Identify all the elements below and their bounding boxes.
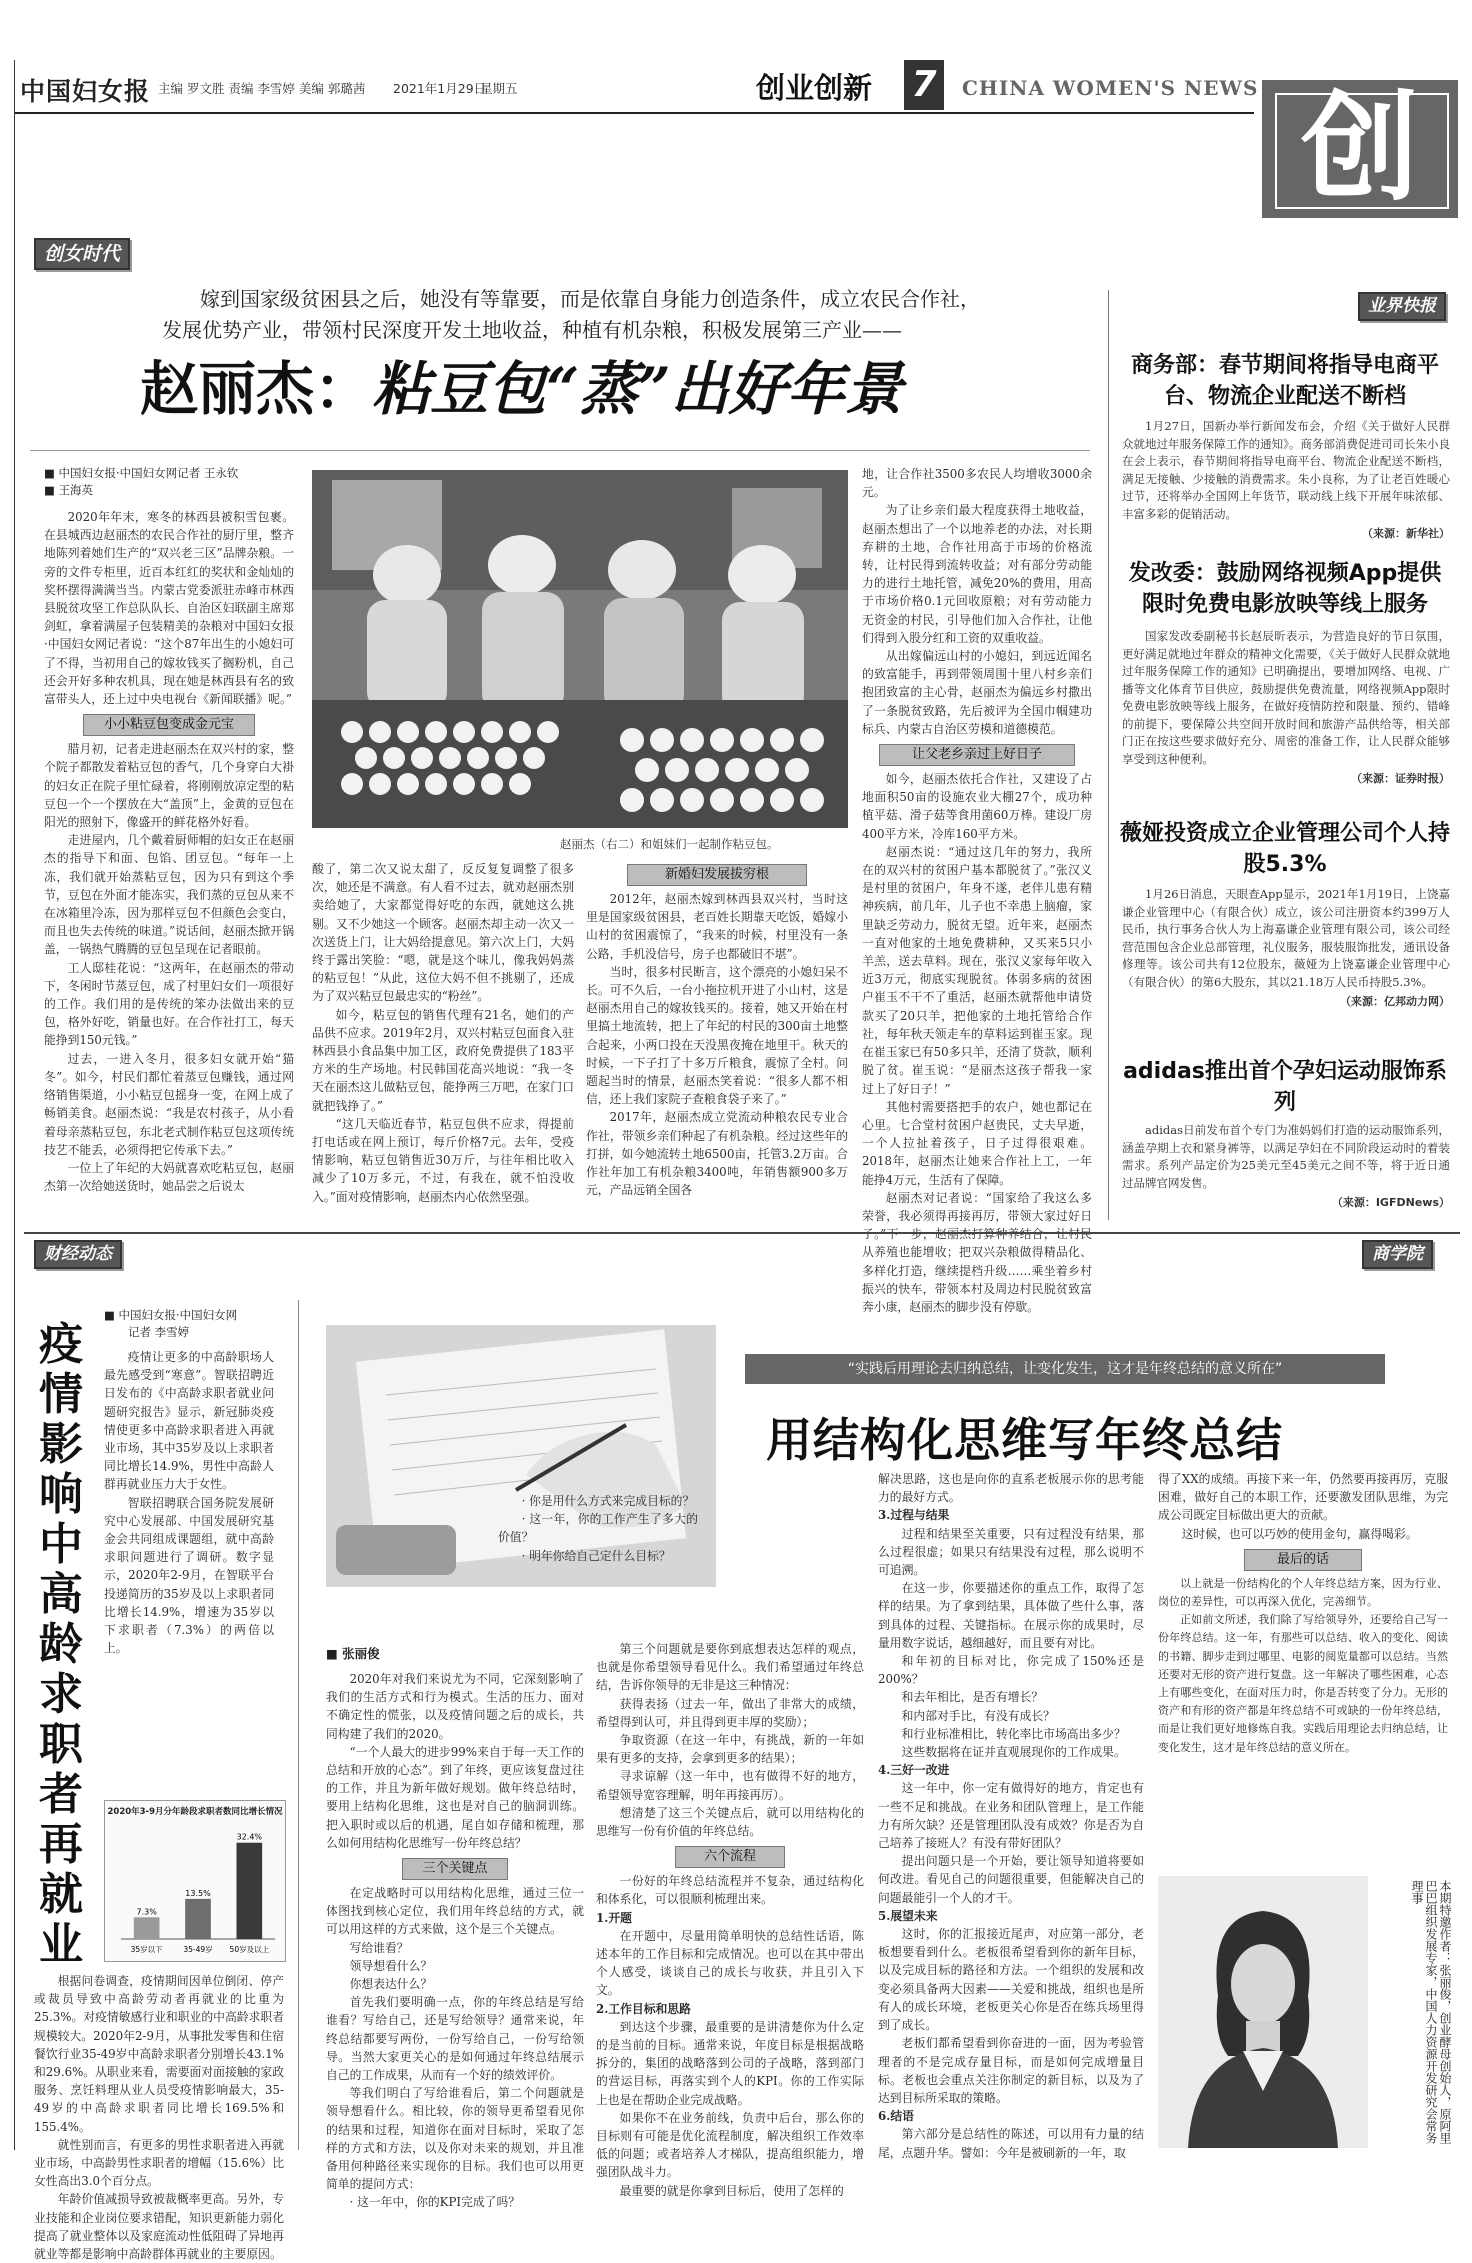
business-paragraph: 这一年中，你一定有做得好的地方，肯定也有一些不足和挑战。在业务和团队管理上，是工作能力有所欠缺？还是管理团队没有成效？你是否为自己培养了接班人？有没有带好团队？: [878, 1781, 1144, 1851]
story-paragraph: 如今，赵丽杰依托合作社，又建设了占地面积50亩的设施农业大棚27个，成功种植平菇、滑子菇等食用菌60万棒。建设厂房400平方米，冷库160平方米。: [862, 772, 1092, 841]
brief-text: 国家发改委副秘书长赵辰昕表示，为营造良好的节日氛围，更好满足就地过年群众的精神文化需要，《关于做好人民群众就地过年服务保障工作的通知》已明确提出，要增加网络、电视、广播等文化体育节目供应，鼓励提供免费流量，网络视频App限时免费电影放映等线上服务，在做好疫情防控和限量、预约、错峰的前提下，要保障公共空间开放时间和旅游产品供给等，相关部门正在按这些要求做好充分、周密的准备工作，让人民群众能够享受到这种便利。: [1122, 629, 1450, 766]
business-paragraph: 以上就是一份结构化的个人年终总结方案，因为行业、岗位的差异性，可以再深入优化，完善细节。: [1158, 1576, 1448, 1609]
story-paragraph: 当时，很多村民断言，这个漂亮的小媳妇呆不长。可不久后，一台小拖拉机开进了小山村，这是赵丽杰用自己的嫁妆钱买的。接着，她又开始在村里搞土地流转，把上了年纪的村民的300亩土地整合起来，小两口投在天没黑夜掩在地里干。秋天的时候，一下子打了十多万斤粮食，震惊了全村。问题起当时的情景，赵丽杰笑着说：“很多人都不相信，还上我们家院子查粮食袋子来了。”: [586, 964, 848, 1107]
sidebar-divider: [1108, 290, 1109, 1220]
business-quote: “实践后用理论去归纳总结，让变化发生，这才是年终总结的意义所在”: [745, 1354, 1385, 1384]
column-badge-chuangnv: 创女时代: [34, 238, 130, 270]
age-growth-chart: [104, 1800, 286, 1962]
story-paragraph: 赵丽杰说：“通过这几年的努力，我所在的双兴村的贫困户基本都脱贫了。”张汉义是村里的贫困户，年身不遂，老伴儿患有精神疾病，前几年，儿子也不幸患上脑瘤，家里缺乏劳动力，脱贫无望。近年来，赵丽杰一直对他家的土地免费耕种，又买来5只小羊羔，送去草料。现在，张汉义家每年收入近3万元，彻底实现脱贫。体弱多病的贫困户崔玉不干不了重活，赵丽杰就帮他申请贷款买了20只羊，把他家的土地托管给合作社，每年秋天领走车的草料运到崔玉家。现在崔玉家已有50多只羊，还清了贷款，顺利脱了贫。崔玉说：“是丽杰这孩子帮我一家过上了好日子！”: [862, 844, 1092, 1096]
author-portrait-illustration: [1158, 1876, 1368, 2148]
business-paragraph: 3.过程与结果: [878, 1508, 950, 1523]
issue-date: 2021年1月29日: [393, 81, 487, 96]
business-subhead-b: 三个关键点: [402, 1858, 507, 1880]
finance-paragraph: 智联招聘联合国务院发展研究中心发展部、中国发展研究基金会共同组成课题组，就中高龄求职问题进行了调研。数字显示，2020年2-9月，在智联平台投递简历的35岁及以上求职者同比增长14.9%，增速为35岁以下求职者（7.3%）的两倍以上。: [104, 1495, 274, 1656]
business-paragraph: 和内部对手比，有没有成长？: [901, 1708, 1055, 1723]
author-note: 本期特邀作者：张丽俊，创业酵母创始人，原阿里巴巴组织发展专家，中国人力资源开发研究会常务理事: [1410, 1880, 1452, 2144]
story-column-2: [312, 860, 574, 1210]
story-paragraph: 腊月初，记者走进赵丽杰在双兴村的家，整个院子都散发着粘豆包的香气，几个身穿白大褂的妇女正在院子里忙碌着，将刚刚放凉定型的粘豆包一个一个摆放在大“盖顶”上，金黄的豆包在阳光的照射下，像盛开的鲜花格外好看。: [44, 742, 294, 830]
business-school-badge: 商学院: [1362, 1240, 1433, 1269]
brief-source: （来源：证券时报）: [1351, 772, 1450, 785]
business-paragraph: 首先我们要明确一点，你的年终总结是写给谁看？写给自己，还是写给领导？通常来说，年终总结都要写两份，一份写给自己，一份写给领导。当然大家更关心的是如何通过年终总结展示自己的工作成果，从而有一个好的绩效评价。: [326, 1995, 584, 2083]
story-paragraph: 2017年，赵丽杰成立党流动种粮农民专业合作社，带领乡亲们种起了有机杂粮。经过这些年的打拼，如今她流转土地6500亩，托管3.2万亩。合作社年加工有机杂粮3400吨，年销售额900多万元，产品远销全国各: [586, 1110, 848, 1198]
business-paragraph: 这时候，也可以巧妙的使用金句，赢得喝彩。: [1181, 1526, 1418, 1541]
story-paragraph: 走进屋内，几个戴着厨师帽的妇女正在赵丽杰的指导下和面、包馅、团豆包。“每年一上冻，我们就开始蒸粘豆包，因为只有到这个季节，豆包在外面才能冻实，我们蒸的豆包从来不在冰箱里冷冻，因为那样豆包不但颜色会变白，而且也失去传统的味道。”说话间，赵丽杰掀开锅盖，一锅热气腾腾的豆包呈现在记者眼前。: [44, 833, 294, 957]
business-paragraph: 2.工作目标和思路: [596, 2001, 691, 2016]
business-paragraph: 1.开题: [596, 1910, 632, 1925]
story-byline-2: ■ 王海英: [44, 483, 94, 497]
business-paragraph: 提出问题只是一个开始，要让领导知道将要如何改进。看见自己的问题很重要，但能解决自己的问题最能引一个人的才干。: [878, 1854, 1144, 1905]
finance-badge: 财经动态: [34, 1240, 122, 1269]
business-paragraph: 一份好的年终总结流程并不复杂，通过结构化和体系化，可以很顺利梳理出来。: [596, 1874, 864, 1907]
brief-title-2: 发改委：鼓励网络视频App提供限时免费电影放映等线上服务: [1128, 561, 1442, 617]
brief-text: 1月27日，国新办举行新闻发布会，介绍《关于做好人民群众就地过年服务保障工作的通知》。商务部消费促进司司长朱小良在会上表示，春节期间将指导电商平台、物流企业配送不断档，满足无接触、少接触的消费需求。朱小良称，为了让老百姓暖心过节，还将举办全国网上年货节，联动线上线下开展年味浓郁、丰富多彩的促销活动。: [1122, 419, 1450, 521]
business-paragraph: 5.展望未来: [878, 1908, 938, 1923]
brief-text: adidas日前发布首个专门为准妈妈们打造的运动服饰系列，涵盖孕期上衣和紧身裤等，以满足孕妇在不同阶段运动时的着装需求。系列产品定价为25美元至45美元之间不等，将于近日通过品牌官网发售。: [1122, 1123, 1450, 1190]
story-paragraph: 2012年，赵丽杰嫁到林西县双兴村，当时这里是国家级贫困县，老百姓长期靠天吃饭，婚嫁小山村的贫困震惊了，“我来的时候，村里没有一条公路，手机没信号，房子也都破旧不堪”。: [586, 892, 848, 961]
story-paragraph: 过去，一进入冬月，很多妇女就开始“猫冬”。如今，村民们都忙着蒸豆包赚钱，通过网络销售渠道，小小粘豆包摇身一变，在网上成了畅销美食。赵丽杰说：“我是农村孩子，从小看着母亲蒸粘豆包，东北老式制作粘豆包这项传统技艺不能丢，必须得把它传承下去。”: [44, 1051, 294, 1157]
brief-body-4: [1122, 1122, 1450, 1212]
story-paragraph: 一位上了年纪的大妈就喜欢吃粘豆包，赵丽杰第一次给她送货时，她品尝之后说太: [44, 1160, 294, 1194]
headline-rule: [30, 450, 1090, 451]
business-column-d: [878, 1470, 1144, 2160]
story-paragraph: 其他村需要搭把手的农户，她也都记在心里。七合堂村贫困户赵贵民，丈夫早逝，一个人拉扯着孩子，日子过得很艰难。2018年，赵丽杰让她来合作社上工，一年能挣4万元，生活有了保障。: [862, 1099, 1092, 1187]
chart-category-label: 35岁以下: [130, 1945, 163, 1954]
business-paragraph: 获得表扬（过去一年，做出了非常大的成绩，希望得到认可，并且得到更丰厚的奖励）；: [596, 1696, 864, 1729]
chart-title: 2020年3-9月分年龄段求职者数同比增长情况: [107, 1807, 283, 1817]
business-subhead-e: 最后的话: [1244, 1549, 1362, 1571]
business-paragraph: 第六部分是总结性的陈述，可以用有力量的结尾，点题升华。譬如：今年是被刷新的一年，取: [878, 2127, 1144, 2160]
story-deck-1: 嫁到国家级贫困县之后，她没有等靠要，而是依靠自身能力创造条件，成立农民合作社，: [200, 287, 980, 311]
business-paragraph: 和年初的目标对比，你完成了150%还是200%？: [878, 1654, 1144, 1687]
story-byline-1: ■ 中国妇女报·中国妇女网记者 王永钦: [44, 466, 239, 480]
big-character: 创: [1300, 78, 1419, 217]
finance-byline-2: 记者 李雪婷: [128, 1325, 190, 1339]
business-paragraph: · 这一年，你的工作产生了多大的价值？: [498, 1512, 698, 1545]
story-column-1: [44, 508, 294, 1208]
business-column-b: [326, 1670, 584, 2210]
business-paragraph: 写给谁看？: [349, 1940, 409, 1955]
business-paragraph: 和去年相比，是否有增长？: [901, 1690, 1044, 1705]
finance-byline-1: ■ 中国妇女报·中国妇女网: [104, 1308, 238, 1322]
story-paragraph: 酸了，第二次又说太甜了，反反复复调整了很多次，她还是不满意。有人看不过去，就劝赵丽杰别卖给她了，大家都觉得好吃的东西，就她这么挑剔。又不少她这一个顾客。赵丽杰却主动一次又一次送货上门，让大妈给提意见。第六次上门，大妈终于露出笑脸：“嗯，就是这个味儿，像我妈妈蒸的粘豆包！”从此，这位大妈不但不挑剔了，还成为了双兴粘豆包最忠实的“粉丝”。: [312, 862, 574, 1004]
author-portrait: [1158, 1876, 1368, 2148]
chart-value-label: 13.5%: [185, 1888, 211, 1898]
business-paragraph: 在定战略时可以用结构化思维，通过三位一体图找到核心定位，我们用年终总结的方式，就可以用这样的方式来做，这个是三个关键点。: [326, 1886, 584, 1937]
chart-bar: [237, 1843, 263, 1939]
chart-category-label: 35-49岁: [183, 1945, 213, 1954]
brief-text: 1月26日消息，天眼查App显示，2021年1月19日，上饶嘉谦企业管理中心（有限合伙）成立，该公司注册资本约399万人民币，执行事务合伙人为上海嘉谦企业管理有限公司，该公司经营范围包含企业总部管理，礼仪服务，服装服饰批发，通讯设备修理等。该公司共有12位股东，薇娅为上饶嘉谦企业管理中心（有限合伙）的第6大股东，其以21.18万人民币持股5.3%。: [1122, 887, 1450, 989]
business-paragraph: 2020年对我们来说尤为不同，它深刻影响了我们的生活方式和行为模式。生活的压力、面对不确定性的慌张，以及疫情问题之后的成长，共同构建了我们的2020。: [326, 1672, 584, 1741]
headline-title: 粘豆包“蒸”出好年景: [372, 355, 903, 423]
chart-bar: [185, 1899, 211, 1939]
business-paragraph: 寻求谅解（这一年中，也有做得不好的地方，希望领导宽容理解，明年再接再厉）。: [596, 1769, 864, 1802]
bottom-column-divider: [298, 1300, 299, 2150]
business-paragraph: 领导想看什么？: [349, 1958, 433, 1973]
brief-source: （来源：亿邦动力网）: [1340, 995, 1450, 1008]
story-subhead-3: 让父老乡亲过上好日子: [879, 744, 1074, 766]
business-paragraph: 争取资源（在这一年中，有挑战，新的一年如果有更多的支持，会拿到更多的结果）；: [596, 1733, 864, 1766]
chart-bar: [134, 1917, 160, 1939]
story-paragraph: “这几天临近春节，粘豆包供不应求，得提前打电话或在网上预订，每斤价格7元。去年，受疫情影响，粘豆包销售近30万斤，与往年相比收入减少了10万多元，不过，有我在，就不怕没收入。”面对疫情影响，赵丽杰内心依然坚强。: [312, 1116, 574, 1204]
story-paragraph: 工人邸桂花说：“这两年，在赵丽杰的带动下，冬闲时节蒸豆包，成了村里妇女们一项很好的工作。我们用的是传统的笨办法做出来的豆包，格外好吃，销量也好。在合作社打工，每天能挣到150元钱。”: [44, 960, 294, 1048]
business-paragraph: 解决思路，这也是向你的直系老板展示你的思考能力的最好方式。: [878, 1472, 1144, 1505]
page-number: 7: [911, 64, 937, 105]
business-paragraph: 第三个问题就是要你到底想表达怎样的观点，也就是你希望领导看见什么。我们希望通过年终总结，告诉你领导的无非是这三种情况：: [596, 1642, 864, 1693]
business-column-e: [1158, 1470, 1448, 1860]
finance-vertical-title: 疫情影响中高龄求职者再就业: [39, 1319, 83, 1970]
finance-paragraph: 根据问卷调查，疫情期间因单位倒闭、停产或裁员导致中高龄劳动者再就业的比重为25.3%。对疫情敏感行业和职业的中高龄求职者规模较大。2020年2-9月，从事批发零售和住宿餐饮行业35-49岁中高龄求职者分别增长43.1%和29.6%。从职业来看，需要面对面接触的家政服务、烹饪料理从业人员受疫情影响最大，35-49岁的中高龄求职者同比增长169.5%和155.4%。: [34, 1974, 284, 2134]
story-photo: [312, 470, 848, 828]
business-headline: 用结构化思维写年终总结: [766, 1413, 1283, 1467]
page-left-rule: [14, 60, 15, 2150]
chart-category-label: 50岁及以上: [229, 1945, 270, 1954]
business-paragraph: 最重要的就是你拿到目标后，使用了怎样的: [619, 2183, 844, 2198]
business-paragraph: “一个人最大的进步99%来自于每一天工作的总结和开放的心态”。到了年终，更应该复盘过往的工作，并且为新年做好规划。做年终总结时，要用上结构化思维，这也是对自己的脑洞训练。把入职时或以后的机遇，尾自如存储和梳理，那么如何用结构化思维写一份年终总结？: [326, 1744, 584, 1850]
business-paragraph: 6.结语: [878, 2109, 914, 2124]
section-title: 创业创新: [756, 71, 873, 105]
brief-title-3: 薇娅投资成立企业管理公司个人持股5.3%: [1120, 821, 1451, 877]
story-deck-2: 发展优势产业，带领村民深度开发土地收益，种植有机杂粮，积极发展第三产业——: [162, 318, 902, 342]
business-paragraph: 你想表达什么？: [349, 1977, 433, 1992]
business-paragraph: 正如前文所述，我们除了写给领导外，还要给自己写一份年终总结。这一年，有那些可以总结、收入的变化、阅读的书籍、脚步走到过哪里、电影的阅览量都可以总结。当然还要对无形的资产进行复盘。这一年解决了哪些困难，心态上有哪些变化，在面对压力时，你是否转变了分力。无形的资产和有形的资产都是年终总结不可或缺的一份年终总结，而是让我们更好地修炼自我。实践后用理论去归纳总结，让变化发生，这才是年终总结的意义所在。: [1158, 1613, 1448, 1754]
brief-body-2: [1122, 628, 1450, 788]
business-paragraph: 老板们都希望看到你奋进的一面，因为考验管理者的不是完成存量目标，而是如何完成增量目标。老板也会重点关注你制定的新目标，以及为了达到目标所采取的策略。: [878, 2036, 1144, 2105]
finance-column-bottom: [34, 1972, 284, 2262]
story-paragraph: 为了让乡亲们最大程度获得土地收益，赵丽杰想出了一个以地养老的办法，对长期弃耕的土地，合作社用高于市场的价格流转，让村民得到流转收益；对有部分劳动能力的进行土地托管，减免20%的费用，用高于市场价格0.1元回收原粮；对有劳动能力无资金的村民，引导他们加入合作社，让他们得到入股分红和工资的双重收益。: [862, 503, 1092, 645]
story-paragraph: 2020年年末，寒冬的林西县被积雪包裹。在县城西边赵丽杰的农民合作社的厨厅里，整齐地陈列着她们生产的“双兴老三区”品牌杂粮。一旁的文件专柜里，近百本红红的奖状和金灿灿的奖杯摆得满满当当。内蒙古党委派驻赤峰市林西县脱贫攻坚工作总队队长、自治区妇联副主席郑剑虹，拿着满屋子包装精美的杂粮对中国妇女报·中国妇女网记者说：“这个87年出生的小媳妇可了不得，当初用自己的嫁妆钱买了搁粉机，自己还会开好多种农机具，现在她是林西县有名的致富带头人，还上过中央电视台《新闻联播》呢。”: [44, 510, 294, 707]
headline-name: 赵丽杰：: [140, 355, 373, 423]
paper-english-name: CHINA WOMEN'S NEWS: [962, 76, 1259, 100]
chart-value-label: 32.4%: [236, 1832, 263, 1842]
business-paragraph: 这些数据将在证并直观展现你的工作成果。: [901, 1745, 1126, 1760]
issue-weekday: 星期五: [480, 81, 518, 96]
brief-title-4: adidas推出首个孕妇运动服饰系列: [1123, 1059, 1447, 1115]
masthead-logo: 中国妇女报: [20, 77, 151, 106]
business-paragraph: 想清楚了这三个关键点后，就可以用结构化的思维写一份有价值的年终总结。: [596, 1805, 864, 1839]
chart-plot-area: [105, 1821, 285, 1961]
finance-paragraph: 疫情让更多的中高龄职场人最先感受到“寒意”。智联招聘近日发布的《中高龄求职者就业问题研究报告》显示，新冠肺炎疫情使更多中高龄求职者进入再就业市场，其中35岁及以上求职者同比增长14.9%，男性中高龄人群再就业压力大于女性。: [104, 1350, 274, 1492]
finance-paragraph: 年龄价值减损导致被裁概率更高。另外，专业技能和企业岗位要求错配，知识更新能力弱化提高了就业整体以及家庭流动性低阻碍了异地再就业等都是影响中高龄群体再就业的主要原因。: [34, 2192, 284, 2262]
business-paragraph: 在这一步，你要描述你的重点工作，取得了怎样的结果。为了拿到结果，具体做了些什么事，落到具体的过程、关键指标。在展示你的成果时，尽量用数字说话，越细越好，而且要有对比。: [878, 1581, 1144, 1650]
business-paragraph: · 你是用什么方式来完成目标的？: [521, 1494, 695, 1508]
business-paragraph: · 这一年中，你的KPI完成了吗？: [349, 2195, 521, 2210]
finance-paragraph: 就性别而言，有更多的男性求职者进入再就业市场，中高龄男性求职者的增幅（15.6%）比女性高出3.0个百分点。: [34, 2137, 284, 2189]
business-paragraph: 等我们明白了写给谁看后，第二个问题就是领导想看什么。相比较，你的领导更希望看见你的结果和过程，知道你在面对目标时，采取了怎样的方式和方法，以及你对未来的规划，并且准备用何种路径来实现你的目标。我们也可以用更简单的提问方式：: [326, 2086, 584, 2192]
photo-caption: 赵丽杰（右二）和姐妹们一起制作粘豆包。: [560, 837, 779, 851]
finance-column-top: [104, 1348, 274, 1788]
women-making-buns-photo: [312, 470, 848, 828]
business-subhead-c: 六个流程: [675, 1846, 784, 1868]
story-subhead-2: 新婚妇发展拔穷根: [627, 864, 807, 886]
business-paragraph: 在开题中，尽量用简单明快的总结性话语，陈述本年的工作目标和完成情况。也可以在其中带出个人感受，谈谈自己的成长与收获，并且引入下文。: [596, 1928, 864, 1998]
brief-title-1: 商务部：春节期间将指导电商平台、物流企业配送不断档: [1130, 353, 1439, 409]
header-rule: [14, 112, 1254, 114]
story-paragraph: 赵丽杰对记者说：“国家给了我这么多荣誉，我必须得再接再厉，带领大家过好日子。”下一步，赵丽杰打算种养结合，让村民从养殖也能增收；把双兴杂粮做得精品化、多样化打造，继续提档升级……乘坐着乡村振兴的快车，带领本村及周边村民脱贫致富奔小康，赵丽杰的脚步没有停歇。: [862, 1190, 1092, 1314]
brief-body-3: [1122, 886, 1450, 1011]
brief-source: （来源：新华社）: [1362, 527, 1450, 540]
brief-body-1: [1122, 418, 1450, 543]
staff-line: 主编 罗文胜 责编 李雪婷 美编 郭璐茜: [158, 81, 366, 96]
chart-value-label: 7.3%: [136, 1907, 157, 1917]
story-paragraph: 从出嫁偏远山村的小媳妇，到远近闻名的致富能手，再到带领周围十里八村乡亲们抱团致富的主心骨，赵丽杰为偏远乡村撒出了一条脱贫致路，先后被评为全国巾帼建功标兵、内蒙古自治区劳模和道德模范。: [862, 649, 1092, 736]
brief-source: （来源：IGFDNews）: [1331, 1196, 1450, 1209]
story-column-4: [862, 465, 1092, 1314]
sidebar-badge: 业界快报: [1358, 292, 1446, 321]
business-paragraph: 过程和结果至关重要，只有过程没有结果，那么过程很虚；如果只有结果没有过程，那么说明不可追溯。: [878, 1526, 1144, 1578]
story-subhead-1: 小小粘豆包变成金元宝: [83, 714, 255, 736]
business-paragraph: 这时，你的汇报接近尾声，对应第一部分，老板想要看到什么。老板很希望看到你的新年目标，以及完成目标的路径和方法。一个组织的发展和改变必须具备两大因素——关爱和挑战，组织也是所有人的成长环境，老板更关心你是否在练兵场里得到了成长。: [878, 1927, 1144, 2033]
section-divider: [24, 1232, 1460, 1234]
business-paragraph: 和行业标准相比，转化率比市场高出多少？: [901, 1726, 1126, 1741]
business-paragraph: 如果你不在业务前线，负责中后台，那么你的目标则有可能是优化流程制度，解决组织工作效率低的问题；或者培养人才梯队，提高组织能力，增强团队战斗力。: [596, 2110, 864, 2180]
business-column-a2: [596, 1640, 864, 2198]
story-paragraph: 如今，粘豆包的销售代理有21名，她们的产品供不应求。2019年2月，双兴村粘豆包面食入驻林西县小食品集中加工区，政府免费提供了183平方米的生产场地。村民韩国花高兴地说：“我一冬天在丽杰这儿做粘豆包，能挣两三万吧，在家门口就把钱挣了。”: [312, 1007, 574, 1113]
business-paragraph: · 明年你给自己定什么目标？: [521, 1548, 671, 1563]
business-paragraph: 4.三好一改进: [878, 1763, 950, 1778]
business-paragraph: 得了XX的成绩。再接下来一年，仍然要再接再厉，克服困难，做好自己的本职工作，还要激发团队思维，为完成公司既定目标做出更大的贡献。: [1158, 1472, 1448, 1523]
business-paragraph: 到达这个步骤，最重要的是讲清楚你为什么定的是当前的目标。通常来说，年度目标是根据战略拆分的，集团的战略落到公司的子战略，落到部门的营运目标，再落实到个人的KPI。你的工作实际上也是在帮助企业完成战略。: [596, 2019, 864, 2107]
story-column-3: [586, 860, 848, 1210]
story-headline: [140, 350, 903, 428]
business-byline: ■ 张丽俊: [326, 1646, 380, 1661]
story-paragraph: 地，让合作社3500多农民人均增收3000余元。: [862, 467, 1092, 500]
